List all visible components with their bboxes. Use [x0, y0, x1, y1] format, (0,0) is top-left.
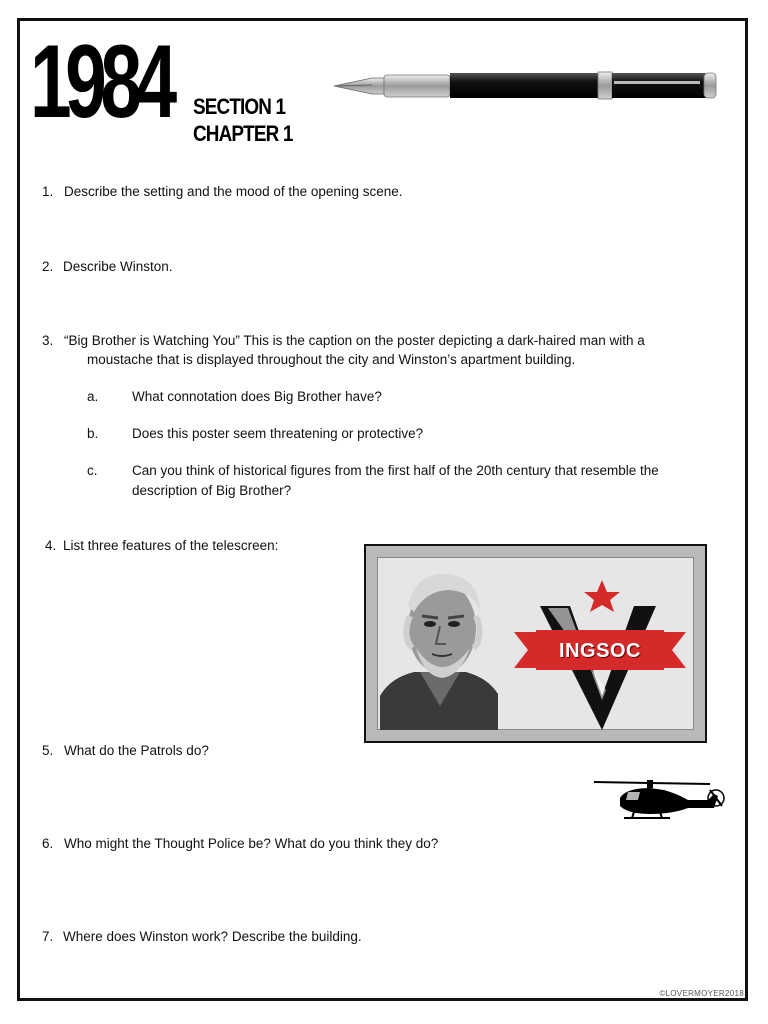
fountain-pen-icon [332, 68, 718, 102]
book-title: 1984 [30, 24, 171, 140]
question-2: 2. Describe Winston. [42, 259, 173, 274]
ingsoc-poster [364, 544, 707, 743]
question-1: 1. Describe the setting and the mood of the opening scene. [42, 184, 403, 199]
question-7: 7. Where does Winston work? Describe the building. [42, 929, 362, 944]
question-3: 3. “Big Brother is Watching You” This is the caption on the poster depicting a dark-haired man with a moustache that is displayed throughout the city and Winston’s apartment building. [42, 333, 645, 367]
question-6: 6. Who might the Thought Police be? What do you think they do? [42, 836, 439, 851]
question-5: 5. What do the Patrols do? [42, 743, 209, 758]
poster-screen [377, 557, 694, 730]
ingsoc-banner-text: INGSOC [559, 640, 641, 662]
big-brother-portrait-icon [380, 566, 500, 730]
section-label: SECTION 1 [193, 94, 286, 119]
question-4: 4. List three features of the telescreen: [45, 538, 279, 553]
copyright-notice: ©LOVERMOYER2018 [659, 989, 744, 998]
helicopter-icon [592, 776, 730, 822]
chapter-label: CHAPTER 1 [193, 121, 293, 146]
